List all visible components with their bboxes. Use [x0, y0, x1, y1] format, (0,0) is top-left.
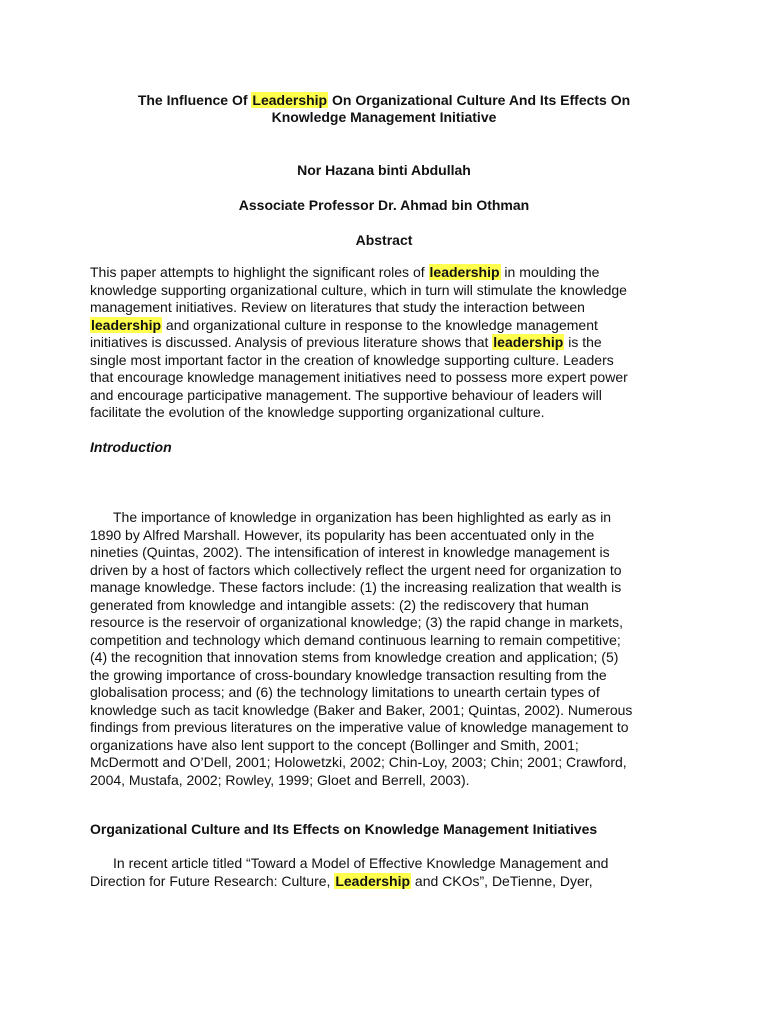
intro-line: globalisation process; and (6) the technology limitations to unearth certain types of — [90, 684, 600, 700]
intro-line: findings from previous literatures on the imperative value of knowledge management to — [90, 719, 629, 735]
intro-line: (4) the recognition that innovation stems from knowledge creation and application; (5) — [90, 649, 619, 665]
abstract-heading: Abstract — [355, 232, 413, 248]
intro-line: manage knowledge. These factors include: (1) the increasing realization that wealth is — [90, 579, 622, 595]
highlight-leadership: leadership — [91, 316, 162, 333]
section2-line: Direction for Future Research: Culture, Leadership and CKOs”, DeTienne, Dyer, — [90, 872, 593, 889]
highlight-leadership: Leadership — [252, 92, 328, 108]
abstract-line: management initiatives. Review on literatures that study the interaction between — [90, 299, 585, 315]
intro-line: nineties (Quintas, 2002). The intensification of interest in knowledge management is — [90, 544, 610, 560]
section-heading: Organizational Culture and Its Effects on Knowledge Management Initiatives — [90, 821, 598, 837]
intro-line: resource is the reservoir of organizational knowledge; (3) the rapid change in markets, — [90, 614, 624, 630]
abstract-line: knowledge supporting organizational culture, which in turn will stimulate the knowledge — [90, 281, 627, 298]
intro-line: driven by a host of factors which collectively reflect the urgent need for organization to — [90, 561, 622, 578]
abstract-line: initiatives is discussed. Analysis of previous literature shows that leadership is the — [90, 334, 602, 350]
title-suffix: On Organizational Culture And Its Effects On — [328, 92, 631, 108]
abstract-line: facilitate the evolution of the knowledge supporting organizational culture. — [90, 404, 545, 420]
intro-line: knowledge such as tacit knowledge (Baker and Baker, 2001; Quintas, 2002). Numerous — [90, 701, 633, 718]
intro-line: 1890 by Alfred Marshall. However, its popularity has been accentuated only in the — [90, 526, 595, 543]
abstract-line: that encourage knowledge management initiatives need to possess more expert power — [90, 369, 628, 385]
author-2: Associate Professor Dr. Ahmad bin Othman — [238, 197, 530, 213]
highlight-leadership: leadership — [493, 334, 564, 350]
author-1: Nor Hazana binti Abdullah — [297, 162, 471, 178]
intro-line: The importance of knowledge in organization has been highlighted as early as in — [113, 509, 612, 525]
abstract-paragraph — [90, 264, 680, 422]
intro-line: the growing importance of cross-boundary knowledge transaction resulting from the — [90, 666, 607, 683]
abstract-line: and encourage participative management. The supportive behaviour of leaders will — [90, 386, 602, 403]
highlight-leadership: leadership — [429, 264, 500, 280]
intro-line: competition and technology which demand continuous learning to remain competitive; — [90, 631, 621, 648]
title-line2: Knowledge Management Initiative — [271, 109, 497, 125]
introduction-heading: Introduction — [90, 439, 172, 455]
section2-line: In recent article titled “Toward a Model of Effective Knowledge Management and — [113, 855, 609, 871]
abstract-line: leadership and organizational culture in response to the knowledge management — [91, 316, 598, 333]
abstract-line: single most important factor in the creation of knowledge supporting culture. Leaders — [90, 351, 614, 368]
intro-line: organizations have also lent support to the concept (Bollinger and Smith, 2001; — [90, 736, 579, 753]
abstract-line: This paper attempts to highlight the significant roles of leadership in moulding the — [90, 264, 600, 280]
highlight-leadership: Leadership — [335, 872, 411, 889]
introduction-paragraph — [90, 509, 680, 789]
section2-paragraph — [90, 855, 680, 890]
paper-title — [0, 92, 768, 126]
intro-line: 2004, Mustafa, 2002; Rowley, 1999; Gloet and Berrell, 2003). — [90, 771, 470, 788]
intro-line: generated from knowledge and intangible assets: (2) the rediscovery that human — [90, 596, 589, 613]
intro-line: McDermott and O’Dell, 2001; Holowetzki, 2002; Chin-Loy, 2003; Chin; 2001; Crawford, — [90, 754, 627, 770]
title-prefix: The Influence Of — [137, 92, 252, 108]
